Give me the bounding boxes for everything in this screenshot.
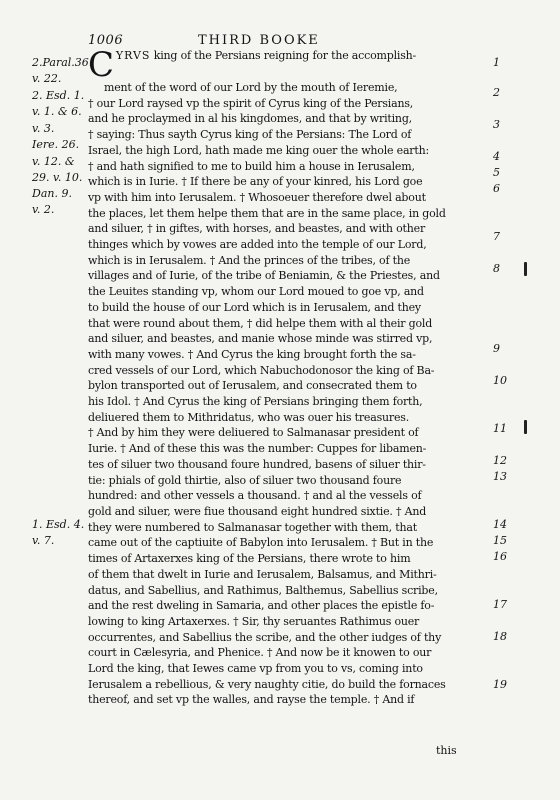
scripture-text (88, 48, 488, 708)
text-line: thereof, and set vp the walles, and rayse the temple. † And if (88, 693, 415, 707)
margin-ref: v. 7. (32, 534, 55, 547)
margin-ref: 2. Esd. 1. (32, 89, 85, 102)
text-line: that were round about them, † did helpe them with al their gold (88, 316, 433, 330)
first-word: YRVS (115, 49, 151, 62)
text-line: hundred: and other vessels a thousand. † and al the vessels of (88, 489, 422, 503)
running-head: THIRD BOOKE (198, 33, 320, 48)
text-line: and siluer, † in giftes, with horses, and beastes, and with other (88, 222, 426, 236)
text-line (88, 48, 488, 80)
text-line: the places, let them helpe them that are in the same place, in gold (88, 206, 446, 220)
text-line: with many vowes. † And Cyrus the king brought forth the sa- (88, 347, 416, 361)
verse-number: 10 (493, 374, 507, 387)
text-line: court in Cælesyria, and Phenice. † And now be it knowen to our (88, 646, 432, 660)
text-line: and he proclaymed in al his kingdomes, and that by writing, (88, 112, 412, 126)
text-line: times of Artaxerxes king of the Persians, there wrote to him (88, 552, 411, 566)
text-line: occurrentes, and Sabellius the scribe, and the other iudges of thy (88, 630, 442, 644)
text-line: Iurie. † And of these this was the number: Cuppes for libamen- (88, 442, 427, 456)
text-line: gold and siluer, were fiue thousand eight hundred sixtie. † And (88, 504, 427, 518)
text-line: datus, and Sabellius, and Rathimus, Balthemus, Sabellius scribe, (88, 583, 438, 597)
text-line: and siluer, and beastes, and manie whose minde was stirred vp, (88, 332, 433, 346)
text-line: deliuered them to Mithridatus, who was ouer his treasures. (88, 410, 410, 424)
text-line: † and hath signified to me to build him a house in Ierusalem, (88, 159, 415, 173)
margin-ref: v. 1. & 6. (32, 105, 82, 118)
verse-number: 1 (493, 56, 500, 69)
verse-number: 8 (493, 262, 500, 275)
verse-number: 5 (493, 166, 500, 179)
verse-number: 19 (493, 678, 507, 691)
text-line: to build the house of our Lord which is in Ierusalem, and they (88, 300, 421, 314)
verse-number: 16 (493, 550, 507, 563)
text-line: the Leuites standing vp, whom our Lord moued to goe vp, and (88, 285, 424, 299)
text-line: † our Lord raysed vp the spirit of Cyrus king of the Persians, (88, 96, 414, 110)
verse-number: 12 (493, 454, 507, 467)
text-line: which is in Ierusalem. † And the princes of the tribes, of the (88, 253, 411, 267)
margin-ref: 1. Esd. 4. (32, 518, 85, 531)
text-line-content: king of the Persians reigning for the accomplish- (153, 49, 417, 62)
text-line: and the rest dweling in Samaria, and other places the epistle fo- (88, 599, 435, 613)
page-header (88, 33, 488, 49)
text-line: bylon transported out of Ierusalem, and consecrated them to (88, 379, 417, 393)
text-line: his Idol. † And Cyrus the king of Persians bringing them forth, (88, 395, 423, 409)
verse-number: 13 (493, 470, 507, 483)
verse-number: 11 (493, 422, 507, 435)
drop-cap: C (88, 48, 114, 80)
text-line: came out of the captiuite of Babylon into Ierusalem. † But in the (88, 536, 434, 550)
verse-number: 6 (493, 182, 500, 195)
text-line: vp with him into Ierusalem. † Whosoeuer therefore dwel about (88, 190, 426, 204)
text-line: they were numbered to Salmanasar together with them, that (88, 520, 417, 534)
text-line: villages and of Iurie, of the tribe of Beniamin, & the Priestes, and (88, 269, 440, 283)
text-line: † And by him they were deliuered to Salmanasar president of (88, 426, 419, 440)
text-line: Israel, the high Lord, hath made me king ouer the whole earth: (88, 143, 429, 157)
text-line: cred vessels of our Lord, which Nabuchodonosor the king of Ba- (88, 363, 435, 377)
verse-number: 9 (493, 342, 500, 355)
verse-number: 18 (493, 630, 507, 643)
text-line: ment of the word of our Lord by the mouth of Ieremie, (104, 81, 398, 94)
text-line: of them that dwelt in Iurie and Ierusalem, Balsamus, and Mithri- (88, 567, 437, 581)
text-line: Ierusalem a rebellious, & very naughty citie, do build the fornaces (88, 677, 446, 691)
margin-ref: 29. v. 10. (32, 171, 83, 184)
text-line: which is in Iurie. † If there be any of your kinred, his Lord goe (88, 175, 423, 189)
margin-mark (524, 420, 527, 434)
verse-number: 17 (493, 598, 507, 611)
text-line: tes of siluer two thousand foure hundred, basens of siluer thir- (88, 457, 426, 471)
verse-number: 3 (493, 118, 500, 131)
verse-number: 7 (493, 230, 500, 243)
margin-mark (524, 262, 527, 276)
catchword: this (436, 744, 457, 757)
text-line: † saying: Thus sayth Cyrus king of the Persians: The Lord of (88, 128, 412, 142)
verse-number: 15 (493, 534, 507, 547)
text-line: Lord the king, that Iewes came vp from you to vs, coming into (88, 662, 423, 676)
margin-ref: Iere. 26. (32, 138, 80, 151)
page-number: 1006 (88, 33, 124, 48)
verse-number: 14 (493, 518, 507, 531)
margin-ref: v. 3. (32, 122, 55, 135)
text-line: thinges which by vowes are added into the temple of our Lord, (88, 238, 427, 252)
margin-ref: v. 22. (32, 72, 62, 85)
text-line: lowing to king Artaxerxes. † Sir, thy seruantes Rathimus ouer (88, 614, 420, 628)
verse-number: 2 (493, 86, 500, 99)
margin-ref: v. 12. & (32, 155, 75, 168)
margin-ref: Dan. 9. (32, 187, 72, 200)
margin-ref: 2.Paral.36. (32, 56, 93, 69)
verse-number: 4 (493, 150, 500, 163)
text-line: tie: phials of gold thirtie, also of siluer two thousand foure (88, 473, 402, 487)
margin-ref: v. 2. (32, 203, 55, 216)
